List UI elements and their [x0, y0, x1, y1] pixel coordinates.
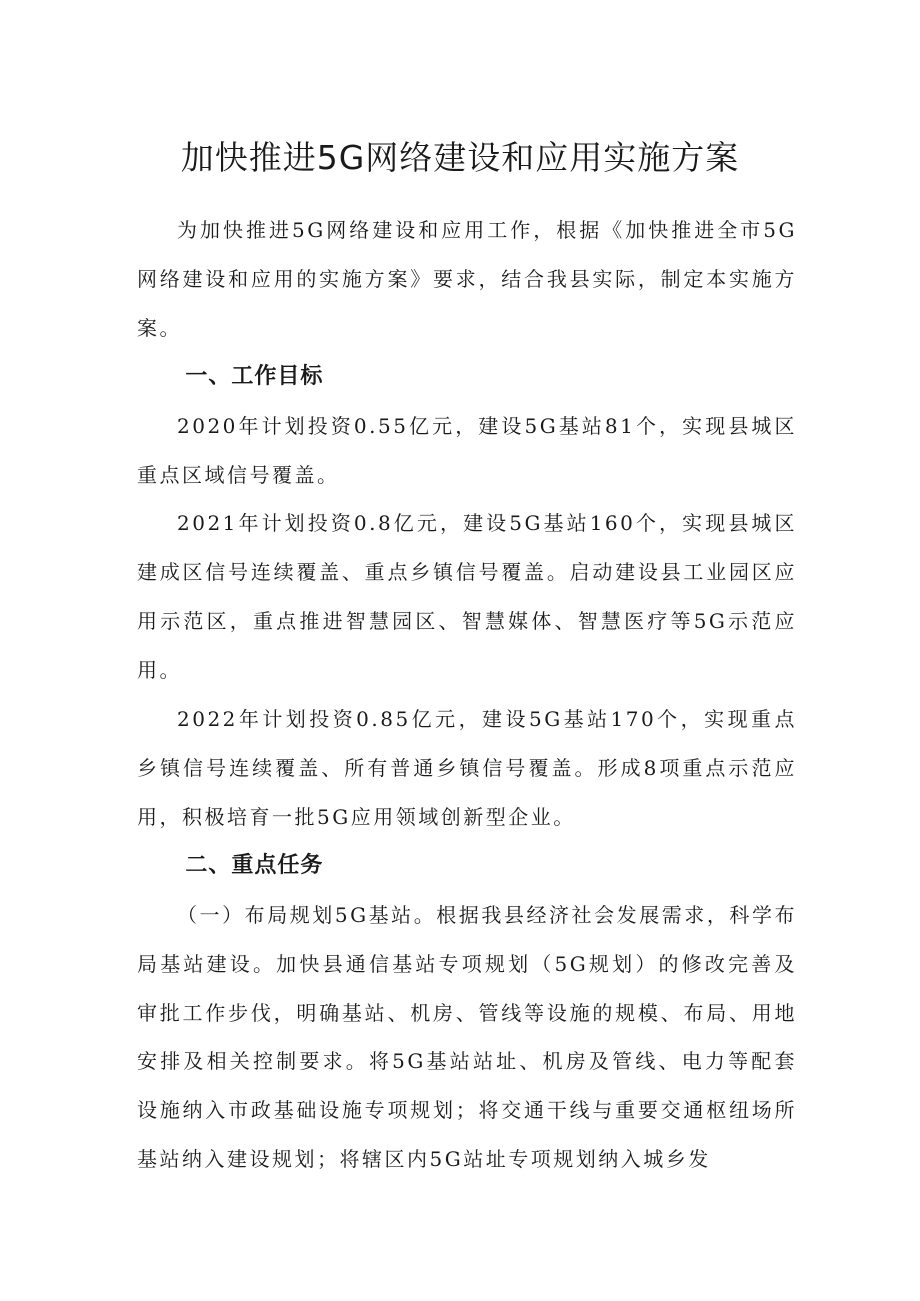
document-body: [137, 206, 797, 1184]
section-heading-goals: 一、工作目标: [185, 363, 324, 389]
goal-paragraph-2021: 2021年计划投资0.8亿元，建设5G基站160个，实现县城区建成区信号连续覆盖、重点乡镇信号覆盖。启动建设县工业园区应用示范区，重点推进智慧园区、智慧媒体、智慧医疗等5G示范应用。: [137, 511, 797, 683]
task-paragraph-1: （一）布局规划5G基站。根据我县经济社会发展需求，科学布局基站建设。加快县通信基站专项规划（5G规划）的修改完善及审批工作步伐，明确基站、机房、管线等设施的规模、布局、用地安排及相关控制要求。将5G基站站址、机房及管线、电力等配套设施纳入市政基础设施专项规划；将交通干线与重要交通枢纽场所基站纳入建设规划；将辖区内5G站址专项规划纳入城乡发: [137, 902, 797, 1172]
document-title: 加快推进5G网络建设和应用实施方案: [180, 138, 740, 177]
goal-paragraph-2022: 2022年计划投资0.85亿元，建设5G基站170个，实现重点乡镇信号连续覆盖、所有普通乡镇信号覆盖。形成8项重点示范应用，积极培育一批5G应用领域创新型企业。: [137, 707, 797, 829]
section-heading-tasks: 二、重点任务: [185, 852, 324, 878]
goal-paragraph-2020: 2020年计划投资0.55亿元，建设5G基站81个，实现县城区重点区域信号覆盖。: [137, 413, 797, 487]
intro-paragraph: 为加快推进5G网络建设和应用工作，根据《加快推进全市5G网络建设和应用的实施方案》要求，结合我县实际，制定本实施方案。: [137, 218, 797, 340]
